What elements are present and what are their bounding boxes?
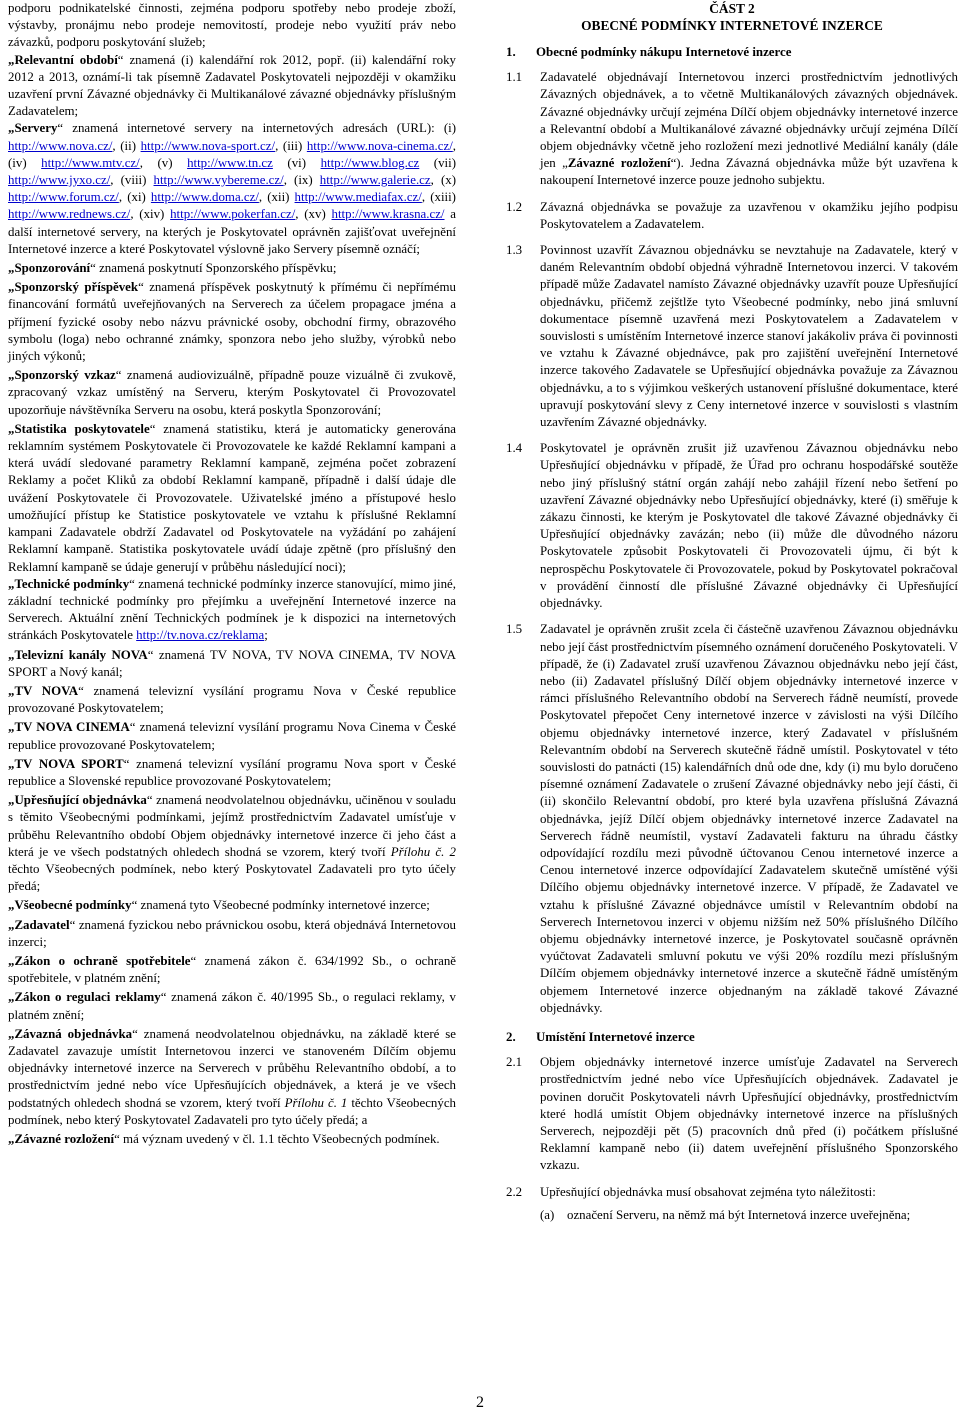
definition-sponzorovani: „Sponzorování“ znamená poskytnutí Sponzorského příspěvku; [8, 261, 337, 276]
definition-vseobecne-podminky: „Všeobecné podmínky“ znamená tyto Všeobecné podmínky internetové inzerce; [8, 898, 430, 913]
link-tn[interactable]: http://www.tn.cz [187, 155, 273, 170]
definition-zavazna-objednavka: „Závazná objednávka“ znamená neodvolatelnou objednávku, na základě které se Zadavatel zavazuje umístit Internetovou inzerci ve stanoveném Dílčím objemu objednávky internetové inzerce na Serverech v průběhu Relevantního období, a to prostřednictvím jedné nebo více Upřesňujících objednávek, a která je ve všech podstatných ohledech shodná se vzorem, který tvoří Přílohu č. 1 těchto Všeobecných podmínek, nebo který Poskytovatel Zadavateli pro tyto účely předá; a [8, 1026, 456, 1127]
link-doma[interactable]: http://www.doma.cz/ [150, 190, 259, 205]
definition-sponzorsky-vzkaz: „Sponzorský vzkaz“ znamená audiovizuálně, případně pouze vizuálně či zvukově, zpracovaný vzkaz umístěný na Serveru, kterým Poskytovatel či Provozovatel upozorňuje návštěvníka Serveru na osobu, která poskytla Sponzorování; [8, 368, 456, 417]
link-vybereme[interactable]: http://www.vybereme.cz/ [153, 173, 284, 188]
definition-televizni-kanaly: „Televizní kanály NOVA“ znamená TV NOVA, TV NOVA CINEMA, TV NOVA SPORT a Nový kanál; [8, 647, 456, 679]
definition-zadavatel: „Zadavatel“ znamená fyzickou nebo právnickou osobu, která objednává Internetovou inzerci; [8, 917, 456, 949]
link-rednews[interactable]: http://www.rednews.cz/ [8, 207, 131, 222]
conditions-column [506, 0, 958, 1233]
definitions-column [8, 0, 456, 1148]
definition-technicke-podminky: „Technické podmínky“ znamená technické podmínky inzerce stanovující, mimo jiné, základní technické podmínky pro přejímku a uveřejnění Internetové inzerce na Serverech. Aktuální znění Technických podmínek je k dispozici na internetových stránkách Poskytovatele http://tv.nova.cz/reklama; [8, 576, 456, 643]
definition-statistika: „Statistika poskytovatele“ znamená statistiku, která je automaticky generována reklamním systémem Poskytovatele či Provozovatele ke každé Reklamní kampani a která uvádí sledované parametry Reklamní kampaně, zejména počet zobrazení Reklamy a počet Kliků za období Reklamní kampaně, případně i další údaje dle uvážení Poskytovatele či Provozovatele. Uživatelské jméno a přístupové heslo umožňující přístup ke Statistice poskytovatele ve vztahu k příslušné Reklamní kampani Zadavatele obdrží Zadavatel od Poskytovatele na vyžádání po zahájení Reklamní kampaně. Statistika poskytovatele uvádí údaje zpětně (pro příslušný den Reklamní kampaně se údaje generují v průběhu následující noci); [8, 421, 456, 574]
clause-1-4: 1.4 Poskytovatel je oprávněn zrušit již uzavřenou Závaznou objednávku nebo Upřesňující objednávku v případě, že Úřad pro ochranu hospodářské soutěže nebo jiný příslušný státní orgán zahájí nebo zahájil řízení nebo šetření po uzavření Závazné objednávky nebo Upřesňující objednávky, které (i) směřuje k zákazu činnosti, ke kterým je Poskytovatel dle takové Závazné objednávky či Upřesňující objednávky zavázán; nebo (ii) může dle důvodného názoru Poskytovatele způsobit Poskytovateli či Provozovateli újmu, či být k neprospěchu Poskytovatele či Provozovatele, pokud by Poskytovatel pokračoval v provádění činností dle příslušné Závazné objednávky či Upřesňující objednávky. [506, 441, 958, 611]
link-reklama[interactable]: http://tv.nova.cz/reklama [136, 628, 265, 643]
definition-zavazne-rozlozeni: „Závazné rozložení“ má význam uvedený v čl. 1.1 těchto Všeobecných podmínek. [8, 1132, 440, 1146]
definition-sponzorsky-prispevek: „Sponzorský příspěvek“ znamená příspěvek poskytnutý k přímému či nepřímému financování formátů uveřejňovaných na Serverech za účelem propagace jména a příjmení fyzické osoby nebo názvu právnické osoby, obchodní firmy, obrazového symbolu (loga) nebo ochranné známky, sponzora nebo jeho služby, výrobků nebo jiných výkonů; [8, 280, 456, 364]
definition-tv-nova-sport: „TV NOVA SPORT“ znamená televizní vysílání programu Nova sport v České republice a Slovenské republice provozované Poskytovatelem; [8, 756, 456, 788]
clause-1-3: 1.3 Povinnost uzavřít Závaznou objednávku se nevztahuje na Zadavatele, který v daném Relevantním období objedná výhradně Internetovou inzerci. V takovém případě může Zadavatel namísto Závazné objednávky uzavřít pouze Upřesňující objednávku, přičemž zejštlže tyto Všeobecné podmínky, nebo jiná smluvní dokumentace písemně uzavřená mezi Poskytovatelem a Zadavatelem v souvislosti s umístěním Internetové inzerce stanoví jakákoliv práva či povinnosti ve vztahu k Závazné objednávce, pak pro zajištění uveřejnění Internetové inzerce takového Zadavatele se Upřesňující objednávka považuje za Závaznou objednávku, a to s výjimkou veškerých ustanovení příslušné dokumentace, které upravují poskytování slevy z Ceny internetové inzerce v souvislosti s vlastním uzavřením Závazné objednávky. [506, 243, 958, 430]
definition-zakon-ochrana: „Zákon o ochraně spotřebitele“ znamená zákon č. 634/1992 Sb., o ochraně spotřebitele, v platném znění; [8, 953, 456, 986]
link-nova-cinema[interactable]: http://www.nova-cinema.cz/ [306, 138, 453, 153]
definition-upresnujici-objednavka: „Upřesňující objednávka“ znamená neodvolatelnou objednávku, učiněnou v souladu s těmito Všeobecnými podmínkami, jejímž prostřednictvím Zadavatel umísťuje v průběhu Relevantního období Objem objednávky internetové inzerce či jeho část a která je ve všech podstatných ohledech shodná se vzorem, který tvoří Přílohu č. 2 těchto Všeobecných podmínek, nebo který Poskytovatel Zadavateli pro tyto účely předá; [8, 793, 457, 894]
clause-1-5: 1.5 Zadavatel je oprávněn zrušit zcela či částečně uzavřenou Závaznou objednávku nebo její část prostřednictvím písemného oznámení doručeného Poskytovateli. V případě, že (i) Zadavatel zruší uzavřenou Závaznou objednávku nebo její část, nebo (ii) Zadavatel příslušný Dílčí objem objednávky internetové inzerce v rámci příslušného Relevantního období na Serverech řádně neumístí, provede Poskytovatel přepočet Ceny internetové inzerce v závislosti na výši Dílčího objemu objednávky internetové inzerce, který Zadavatel v příslušném Relevantním období na Serverech skutečně řádně umístil. Poskytovatel v této souvislosti do patnácti (15) kalendářních dnů ode dne, kdy (i) mu bylo doručeno písemné oznámení Zadavatele o zrušení Závazné objednávky nebo její části, či (ii) skončilo Relevantní období, pro které byla uzavřena příslušná Závazná objednávka, jejíž Dílčí objem objednávky internetové inzerce Zadavatel na Serverech řádně neumístil, vystaví Zadavateli fakturu na úhradu částky odpovídající rozdílu mezi původně účtovanou Cenou internetové inzerce a Cenou internetové inzerce odpovídající Zadavatelem skutečně umístěné výši Dílčího objemu objednávky internetové inzerce. V případě, že Zadavatel ve vztahu k příslušné Závazné objednávce umístil v Relevantním období na Serverech Internetovou inzerci v objemu nižším než 50% příslušného Dílčího objemu objednávky internetové inzerce, je Poskytovatel současně oprávněn vyúčtovat Zadavateli smluvní pokutu ve výši 20% rozdílu mezi příslušným Dílčím objemem objednávky internetové inzerce a skutečně řádně umístěným objemem Internetové inzerce objednaným na základě takové Závazné objednávky. [506, 622, 958, 1015]
page-number: 2 [476, 1394, 484, 1411]
link-forum[interactable]: http://www.forum.cz/ [8, 190, 119, 205]
definition-zakon-regulace: „Zákon o regulaci reklamy“ znamená zákon č. 40/1995 Sb., o regulaci reklamy, v platném znění; [8, 990, 456, 1022]
definition-relevantni-obdobi: „Relevantní období“ znamená (i) kalendářní rok 2012, popř. (ii) kalendářní roky 2012 a 2013, oznámí-li tak písemně Zadavatel Poskytovateli nejpozději v okamžiku uzavření první Závazné objednávky či Multikanálové závazné objednávky příslušným Zadavatelem; [8, 52, 456, 119]
definition-tv-nova-cinema: „TV NOVA CINEMA“ znamená televizní vysílání programu Nova Cinema v České republice provozované Poskytovatelem; [8, 720, 456, 752]
part-title: OBECNÉ PODMÍNKY INTERNETOVÉ INZERCE [581, 18, 883, 33]
definition-paragraph: podporu podnikatelské činnosti, zejména podporu spotřeby nebo prodeje zboží, výstavby, pronájmu nebo prodeje nemovitostí, prodeje nebo využití práv nebo závazků, podporu poskytování služeb; [8, 1, 456, 50]
definition-tv-nova: „TV NOVA“ znamená televizní vysílání programu Nova v České republice provozované Poskytovatelem; [8, 683, 456, 716]
clause-1-1: 1.1 Zadavatelé objednávají Internetovou inzerci prostřednictvím jednotlivých Závazných objednávek, a to včetně Multikanálových závazných objednávek. Závazné objednávky určují zejména Dílčí objem objednávky internetové inzerce a Relevantní období a Multikanálové závazné objednávky určují zejména Dílčí objem objednávky včetně jeho rozložení mezi jednotlivé Mediální kanály (dále jen „Závazné rozložení“). Jedna Závazná objednávka může být uzavřena k nakoupení Internetové inzerce pouze jednoho subjektu. [506, 70, 958, 188]
link-mtv[interactable]: http://www.mtv.cz/ [41, 155, 140, 170]
link-mediafax[interactable]: http://www.mediafax.cz/ [294, 190, 422, 205]
clause-2-2-a: (a) označení Serveru, na němž má být Internetová inzerce uveřejněna; [540, 1207, 911, 1222]
clause-1-2: 1.2 Závazná objednávka se považuje za uzavřenou v okamžiku jejího podpisu Poskytovatelem a Zadavatelem. [506, 199, 958, 231]
link-nova[interactable]: http://www.nova.cz/ [8, 138, 113, 153]
link-pokerfan[interactable]: http://www.pokerfan.cz/ [170, 207, 296, 222]
section-2-heading: 2. Umístění Internetové inzerce [506, 1029, 695, 1044]
clause-2-2: 2.2 Upřesňující objednávka musí obsahovat zejména tyto náležitosti: (a) označení Serveru, na němž má být Internetová inzerce uveřejněna; [506, 1184, 958, 1224]
section-1-heading: 1. Obecné podmínky nákupu Internetové inzerce [506, 45, 792, 59]
link-nova-sport[interactable]: http://www.nova-sport.cz/ [140, 138, 276, 153]
link-blog[interactable]: http://www.blog.cz [320, 155, 420, 170]
definition-servery: „Servery“ znamená internetové servery na internetových adresách (URL): (i) http://www.nova.cz/, (ii) http://www.nova-sport.cz/, (iii) http://www.nova-cinema.cz/, (iv) http://www.mtv.cz/, (v) http://www.tn.cz (vi) http://www.blog.cz (vii) http://www.jyxo.cz/, (viii) http://www.vybereme.cz/, (ix) http://www.galerie.cz, (x) http://www.forum.cz/, (xi) http://www.doma.cz/, (xii) http://www.mediafax.cz/, (xiii) http://www.rednews.cz/, (xiv) http://www.pokerfan.cz/, (xv) http://www.krasna.cz/ a další internetové servery, na kterých je Poskytovatel oprávněn zajišťovat uveřejnění Internetové inzerce a které Poskytovatel výslovně jako Servery písemně oznáčí; [8, 121, 457, 256]
clause-2-1: 2.1 Objem objednávky internetové inzerce umísťuje Zadavatel na Serverech prostřednictvím jedné nebo více Upřesňujících objednávek. Zadavatel je povinen doručit Poskytovateli návrh Upřesňující objednávky, prostřednictvím které hodlá umístit Objem objednávky internetové inzerce na příslušných Serverech, nejpozději pět (5) pracovních dnů před (i) počátkem příslušné Reklamní kampaně nebo (ii) datem uveřejnění příslušného Sponzorského vzkazu. [506, 1055, 958, 1173]
link-galerie[interactable]: http://www.galerie.cz [319, 173, 431, 188]
part-number: ČÁST 2 [709, 1, 755, 16]
link-krasna[interactable]: http://www.krasna.cz/ [331, 207, 445, 222]
link-jyxo[interactable]: http://www.jyxo.cz/ [8, 173, 111, 188]
